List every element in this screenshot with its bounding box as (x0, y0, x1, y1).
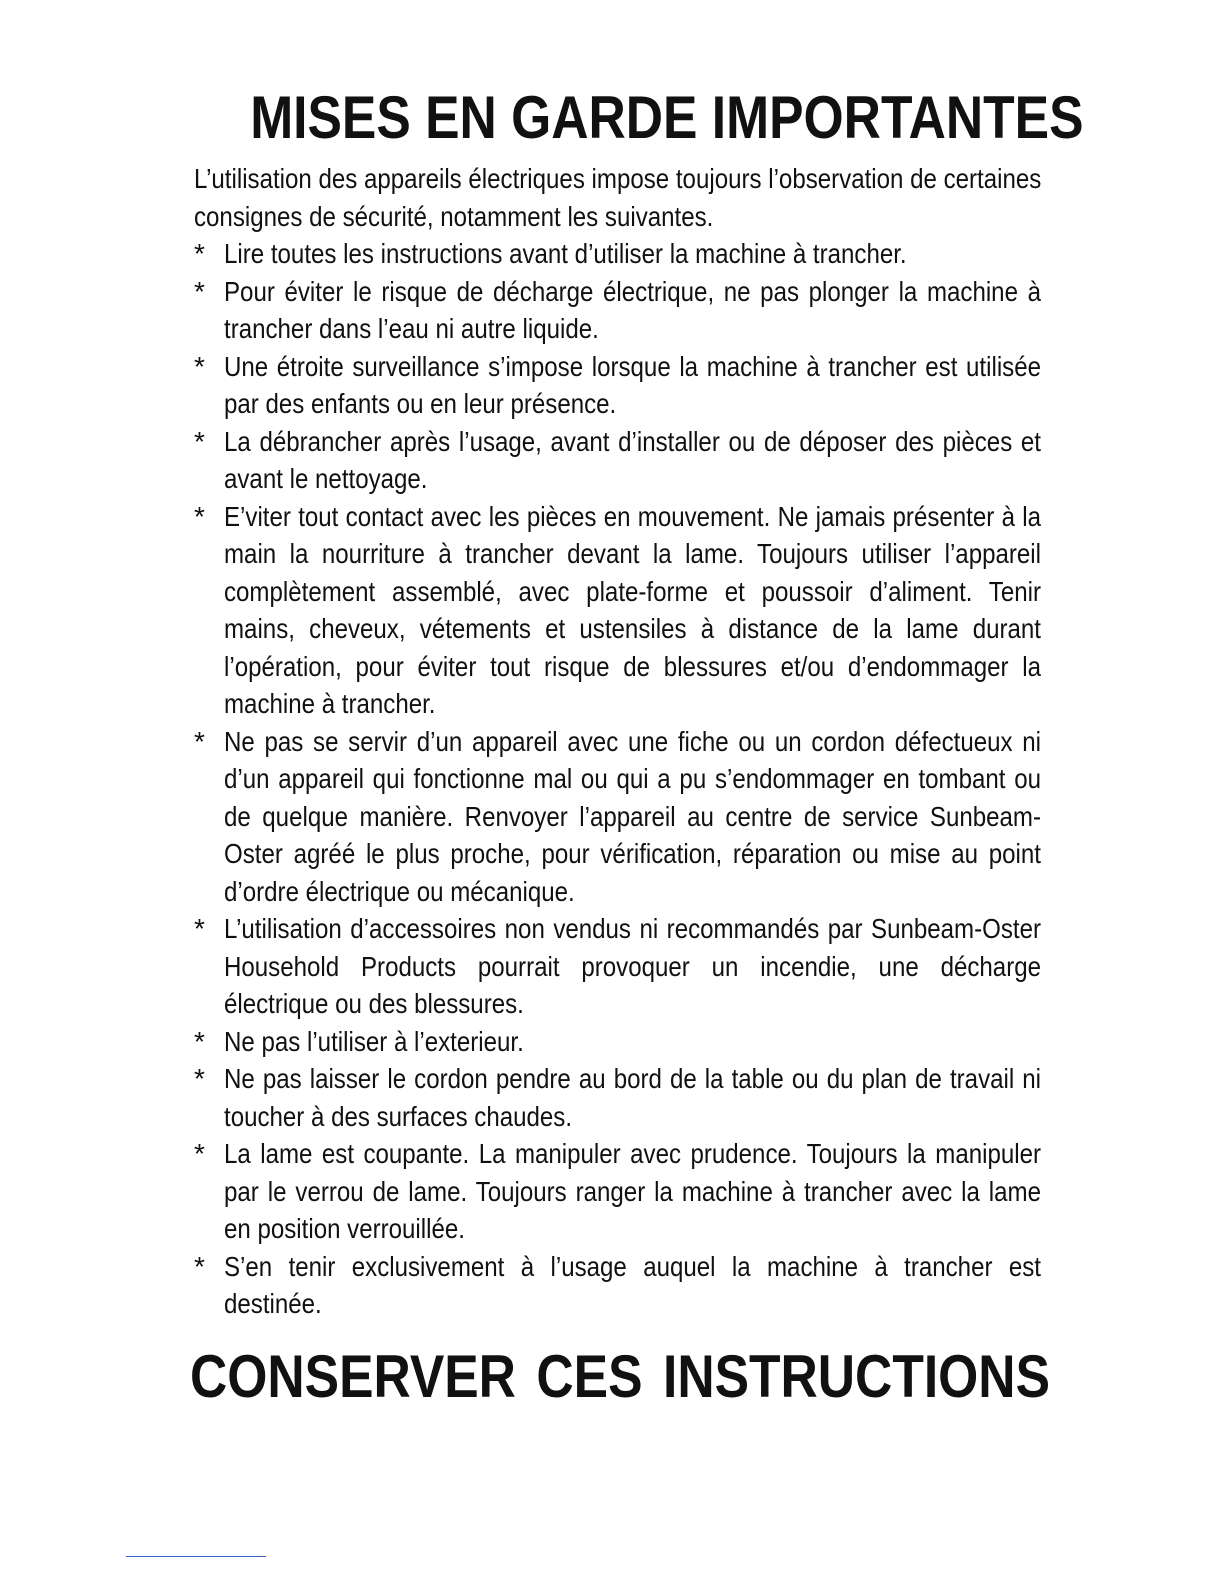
list-item (190, 423, 1050, 498)
warning-text: E’viter tout contact avec les pièces en mouvement. Ne jamais présenter à la main la nourriture à trancher devant la lame. Toujours utiliser l’appareil complètement assemblé, avec plate-forme et poussoir d’aliment. Tenir mains, cheveux, vétements et ustensiles à distance de la lame durant l’opération, pour éviter tout risque de blessures et/ou d’endommager la machine à trancher. (224, 500, 1041, 719)
list-item (190, 910, 1050, 1023)
bullet-star: * (194, 238, 205, 269)
warning-text: S’en tenir exclusivement à l’usage auquel la machine à trancher est destinée. (224, 1250, 1041, 1319)
bullet-star: * (194, 725, 205, 757)
document-page (190, 82, 1084, 1413)
warning-text: La lame est coupante. La manipuler avec prudence. Toujours la manipuler par le verrou de lame. Toujours ranger la machine à trancher avec la lame en position verrouillée. (224, 1138, 1041, 1244)
bullet-star: * (194, 1250, 205, 1282)
bullet-star: * (194, 913, 205, 944)
warning-text: Ne pas laisser le cordon pendre au bord de la table ou du plan de travail ni toucher à des surfaces chaudes. (224, 1063, 1041, 1132)
footer-word: CES (536, 1342, 643, 1410)
warning-text: Ne pas se servir d’un appareil avec une fiche ou un cordon défectueux ni d’un appareil qui fonctionne mal ou qui a pu s’endommager en tombant ou de quelque manière. Renvoyer l’appareil au centre de service Sunbeam-Oster agréé le plus proche, pour vérification, réparation ou mise au point d’ordre électrique ou mécanique. (224, 725, 1041, 907)
page-title: MISES EN GARDE IMPORTANTES (250, 84, 1084, 151)
bullet-star: * (194, 500, 205, 532)
bullet-star: * (194, 1063, 205, 1094)
list-item (190, 235, 1050, 273)
bullet-star: * (194, 1138, 205, 1169)
intro-paragraph: L’utilisation des appareils électriques impose toujours l’observation de certaines consignes de sécurité, notamment les suivantes. (194, 163, 1042, 232)
bullet-star: * (194, 425, 205, 457)
warning-text: L’utilisation d’accessoires non vendus ni recommandés par Sunbeam-Oster Household Products pourrait provoquer un incendie, une décharge électrique ou des blessures. (224, 913, 1041, 1019)
footnote-rule (126, 1556, 266, 1557)
list-item (190, 1135, 1050, 1248)
list-item (190, 723, 1050, 911)
list-item (190, 1060, 1050, 1135)
warning-text: Lire toutes les instructions avant d’utiliser la machine à trancher. (224, 238, 907, 269)
list-item (190, 498, 1050, 723)
warnings-list (190, 235, 1050, 1323)
bullet-star: * (194, 275, 205, 307)
warning-text: Pour éviter le risque de décharge électrique, ne pas plonger la machine à trancher dans l’eau ni autre liquide. (224, 275, 1041, 344)
warning-text: Ne pas l’utiliser à l’exterieur. (224, 1025, 524, 1057)
footer-title (190, 1341, 1050, 1413)
bullet-star: * (194, 1025, 205, 1057)
footer-word: CONSERVER (190, 1342, 516, 1410)
list-item (190, 273, 1050, 348)
warning-text: La débrancher après l’usage, avant d’installer ou de déposer des pièces et avant le nettoyage. (224, 425, 1041, 494)
list-item (190, 1023, 1050, 1061)
bullet-star: * (194, 350, 205, 382)
list-item (190, 348, 1050, 423)
list-item (190, 1248, 1050, 1323)
warning-text: Une étroite surveillance s’impose lorsque la machine à trancher est utilisée par des enfants ou en leur présence. (224, 350, 1041, 419)
footer-word: INSTRUCTIONS (662, 1342, 1050, 1410)
